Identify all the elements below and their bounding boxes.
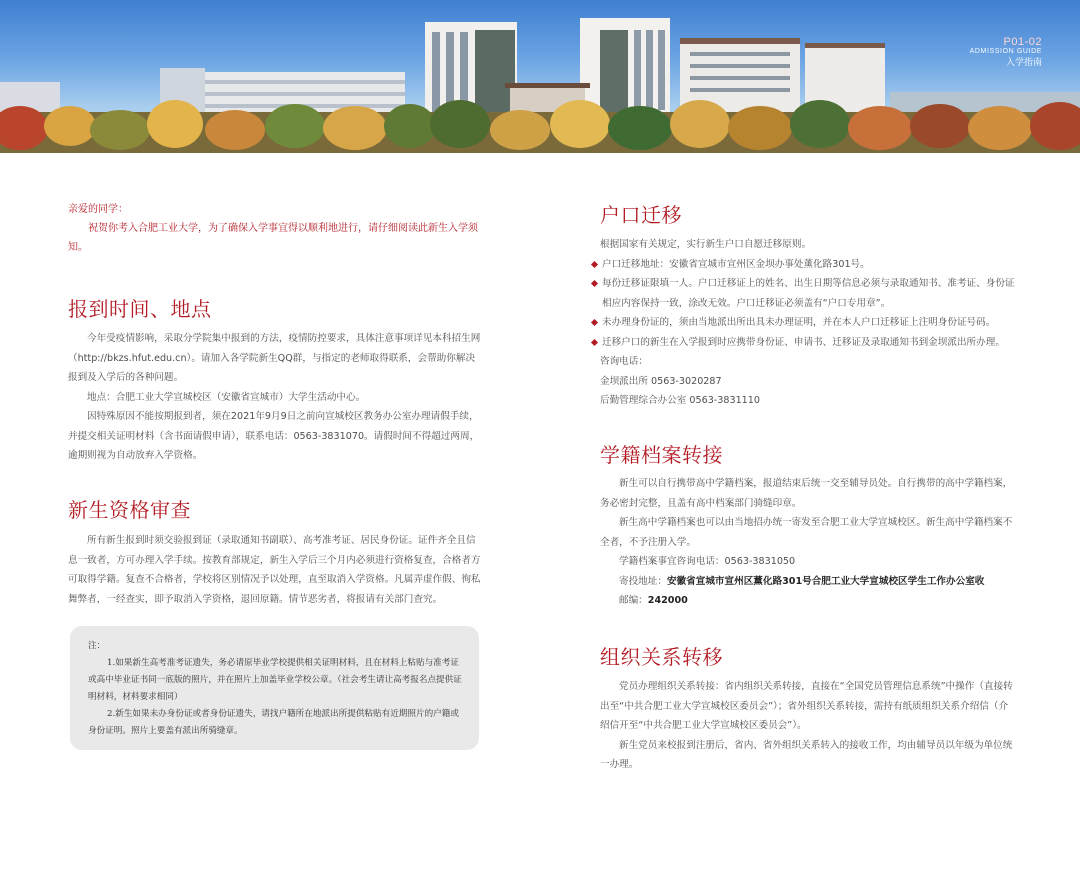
note-item-2: 2.新生如果未办身份证或者身份证遗失，请找户籍所在地派出所提供粘贴有近期照片的户籍或身份证明。照片上要盖有派出所骑缝章。 <box>88 709 459 736</box>
hukou-contact-1: 金坝派出所 0563-3020287 <box>600 375 722 387</box>
guide-english: ADMISSION GUIDE <box>969 48 1042 55</box>
archive-zip-label: 邮编： <box>619 595 648 606</box>
section-title-hukou: 户口迁移 <box>600 203 682 227</box>
archive-zip: 242000 <box>647 595 688 606</box>
note-label: 注： <box>88 641 106 651</box>
hukou-contact-label: 咨询电话： <box>600 356 648 367</box>
qualification-p1: 所有新生报到时须交验报到证（录取通知书副联）、高考准考证、居民身份证。证件齐全且信息一致者，方可办理入学手续。按教育部规定，新生入学后三个月内必须进行资格复查，合格者方可取得学籍。复查不合格者，学校将区别情况予以处理，直至取消入学资格。凡属弄虚作假、徇私舞弊者，一经查实，即予取消入学资格，退回原籍。情节恶劣者，将报请有关部门查究。 <box>68 535 481 605</box>
section-title-archive: 学籍档案转接 <box>600 443 723 467</box>
archive-address-label: 寄投地址： <box>619 575 667 587</box>
greeting-salutation: 亲爱的同学： <box>68 204 128 215</box>
section-title-checkin: 报到时间、地点 <box>68 297 212 321</box>
campus-photo-illustration <box>0 0 1080 153</box>
bullet-icon <box>591 260 598 267</box>
list-item: 未办理身份证的，须由当地派出所出具未办理证明，并在本人户口迁移证上注明身份证号码。 <box>592 313 1016 333</box>
section-title-party: 组织关系转移 <box>600 645 723 669</box>
archive-zip-line <box>600 591 1016 611</box>
bullet-icon <box>591 319 598 326</box>
greeting <box>68 200 482 257</box>
archive-phone: 学籍档案事宜咨询电话：0563-3831050 <box>619 556 796 567</box>
section-checkin-body <box>68 329 482 466</box>
list-item: 迁移户口的新生在入学报到时应携带身份证、申请书、迁移证及录取通知书到金坝派出所办理。 <box>592 333 1016 353</box>
section-title-qualification: 新生资格审查 <box>68 498 191 522</box>
checkin-p2: 地点：合肥工业大学宣城校区（安徽省宣城市）大学生活动中心。 <box>87 391 366 403</box>
party-p2: 新生党员来校报到注册后，省内、省外组织关系转入的接收工作，均由辅导员以年级为单位统一办理。 <box>600 739 1013 770</box>
archive-p1: 新生可以自行携带高中学籍档案，报道结束后统一交至辅导员处。自行携带的高中学籍档案，务必密封完整，且盖有高中档案部门骑缝印章。 <box>600 478 1013 509</box>
hukou-contact-2: 后勤管理综合办公室 0563-3831110 <box>600 395 760 406</box>
section-hukou-body <box>600 235 1016 411</box>
list-item: 每份迁移证限填一人。户口迁移证上的姓名、出生日期等信息必须与录取通知书、准考证、身份证相应内容保持一致，涂改无效。户口迁移证必须盖有“户口专用章”。 <box>592 274 1016 313</box>
guide-chinese: 入学指南 <box>1005 57 1042 67</box>
section-qualification-body <box>68 531 482 609</box>
bullet-icon <box>591 280 598 287</box>
checkin-p3: 因特殊原因不能按期报到者，须在2021年9月9日之前向宣城校区教务办公室办理请假手续，并提交相关证明材料（含书面请假申请），联系电话：0563-3831070。请假时间不得超过两周，逾期则视为自动放弃入学资格。 <box>68 411 480 461</box>
page-tag <box>970 36 1042 68</box>
section-party-body <box>600 677 1016 775</box>
hukou-intro: 根据国家有关规定，实行新生户口自愿迁移原则。 <box>600 239 812 250</box>
bullet-icon <box>591 338 598 345</box>
greeting-body: 祝贺你考入合肥工业大学，为了确保入学事宜得以顺利地进行，请仔细阅读此新生入学须知。 <box>68 223 478 253</box>
note-box <box>70 626 479 750</box>
campus-banner <box>0 0 1080 153</box>
party-p1: 党员办理组织关系转接：省内组织关系转接，直接在“全国党员管理信息系统”中操作（直接转出至“中共合肥工业大学宣城校区委员会”）；省外组织关系转接，需持有纸质组织关系介绍信（介绍信开至“中共合肥工业大学宣城校区委员会”）。 <box>600 681 1013 731</box>
archive-p2: 新生高中学籍档案也可以由当地招办统一寄发至合肥工业大学宣城校区。新生高中学籍档案不全者，不予注册入学。 <box>600 517 1013 548</box>
archive-address-line <box>600 572 1016 592</box>
hukou-list <box>592 255 1016 353</box>
archive-address: 安徽省宣城市宣州区薰化路301号合肥工业大学宣城校区学生工作办公室收 <box>666 575 985 587</box>
note-item-1: 1.如果新生高考准考证遗失，务必请原毕业学校提供相关证明材料，且在材料上粘贴与准考证或高中毕业证书同一底版的照片，并在照片上加盖毕业学校公章。（社会考生请让高考报名点提供证明材料，材料要求相同） <box>88 658 462 702</box>
checkin-p1: 今年受疫情影响，采取分学院集中报到的方法，疫情防控要求，具体注意事项详见本科招生网（http://bkzs.hfut.edu.cn）。请加入各学院新生QQ群，与指定的老师取得联系，会帮助你解决报到及入学后的各种问题。 <box>68 333 481 383</box>
page-number: P01-02 <box>1003 36 1042 48</box>
list-item: 户口迁移地址：安徽省宣城市宣州区金坝办事处薰化路301号。 <box>592 255 1016 275</box>
section-archive-body <box>600 474 1016 611</box>
